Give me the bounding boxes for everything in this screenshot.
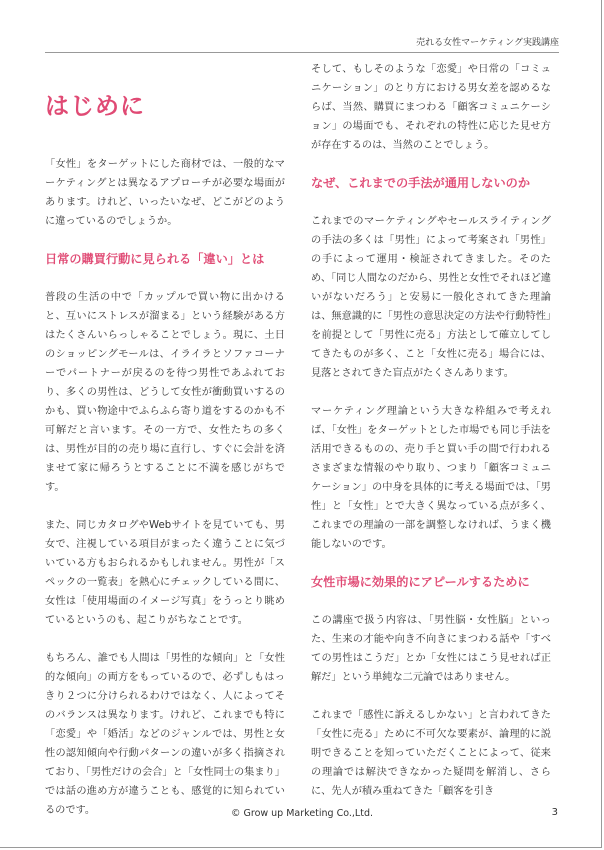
paragraph: マーケティング理論という大きな枠組みで考えれば、「女性」をターゲットとした市場でも同じ手法を活用できるものの、売り手と買い手の間で行われるさまざまな情報のやり取り、つまり「顧客コミュニケーション」の中身を具体的に考える場面では、「男性」と「女性」とで大きく異なっている点が多く、これまでの理論の一部を調整しなければ、うまく機能しないのです。 xyxy=(311,406,551,550)
header-title: 売れる女性マーケティング実践講座 xyxy=(416,38,559,48)
paragraph: また、同じカタログやWebサイトを見ていても、男女で、注視している項目がまったく違うことに気づいている方もおられるかもしれません。男性が「スペックの一覧表」を熱心にチェックしている間に、女性は「使用場面のイメージ写真」をうっとり眺めているというのも、起こりがちなことです。 xyxy=(45,520,285,626)
left-column xyxy=(45,60,285,839)
paragraph: この講座で扱う内容は、「男性脳・女性脳」といった、生来の才能や向き不向きにまつわる話や「すべての男性はこうだ」とか「女性にはこう見せれば正解だ」という単純な二元論ではありません。 xyxy=(311,615,551,683)
paragraph: そして、もしそのような「恋愛」や日常の「コミュニケーション」のとり方における男女差を認めるならば、当然、購買にまつわる「顧客コミュニケーション」の場面でも、それぞれの特性に応じた見せ方が存在するのは、当然のことでしょう。 xyxy=(311,64,551,151)
paragraph: もちろん、誰でも人間は「男性的な傾向」と「女性的な傾向」の両方をもっているので、必ずしもはっきり２つに分けられるわけではなく、人によってそのバランスは異なります。けれど、これまでも特に「恋愛」や「婚活」などのジャンルでは、男性と女性の認知傾向や行動パターンの違いが多く指摘されており、「男性だけの会合」と「女性同士の集まり」では話の進め方が違うことも、感覚的に知られているのです。 xyxy=(45,653,285,816)
paragraph: 普段の生活の中で「カップルで買い物に出かけると、互いにストレスが溜まる」という経験がある方はたくさんいらっしゃることでしょう。現に、土日のショッピングモールは、イライラとソファコーナーでパートナーが戻るのを待つ男性であふれており、多くの男性は、どうして女性が衝動買いするのかも、買い物途中でふらふら寄り道をするのかも不可解だと言います。その一方で、女性たちの多くは、男性が目的の売り場に直行し、すぐに会計を済ませて家に帰ろうとすることに不満を感じがちです。 xyxy=(45,292,285,493)
section-heading-why-methods-fail: なぜ、これまでの手法が通用しないのか xyxy=(311,176,531,190)
footer-copyright: © Grow up Marketing Co.,Ltd. xyxy=(230,808,373,819)
header-divider xyxy=(45,52,559,53)
section-heading-appeal-to-women: 女性市場に効果的にアピールするために xyxy=(311,575,530,589)
page-title: はじめに xyxy=(45,92,145,120)
paragraph: これまで「感性に訴えるしかない」と言われてきた「女性に売る」ために不可欠な要素が、論理的に説明できることを知っていただくことによって、従来の理論では解決できなかった疑問を解消し、さらに、先人が積み重ねてきた「顧客を引き xyxy=(311,710,551,797)
page-number: 3 xyxy=(551,807,558,818)
paragraph: これまでのマーケティングやセールスライティングの手法の多くは「男性」によって考案され「男性」の手によって運用・検証されてきました。そのため、「同じ人間なのだから、男性と女性でそれほど違いがないだろう」と安易に一般化されてきた理論は、無意識的に「男性の意思決定の方法や行動特性」を前提として「男性に売る」方法として確立してしてきたものが多く、こと「女性に売る」場合には、見落とされてきた盲点がたくさんあります。 xyxy=(311,216,551,379)
intro-paragraph: 「女性」をターゲットにした商材では、一般的なマーケティングとは異なるアプローチが必要な場面があります。けれど、いったいなぜ、どこがどのように違っているのでしょうか。 xyxy=(45,159,285,227)
section-heading-daily-purchase: 日常の購買行動に見られる「違い」とは xyxy=(45,252,265,266)
right-column xyxy=(311,60,551,820)
